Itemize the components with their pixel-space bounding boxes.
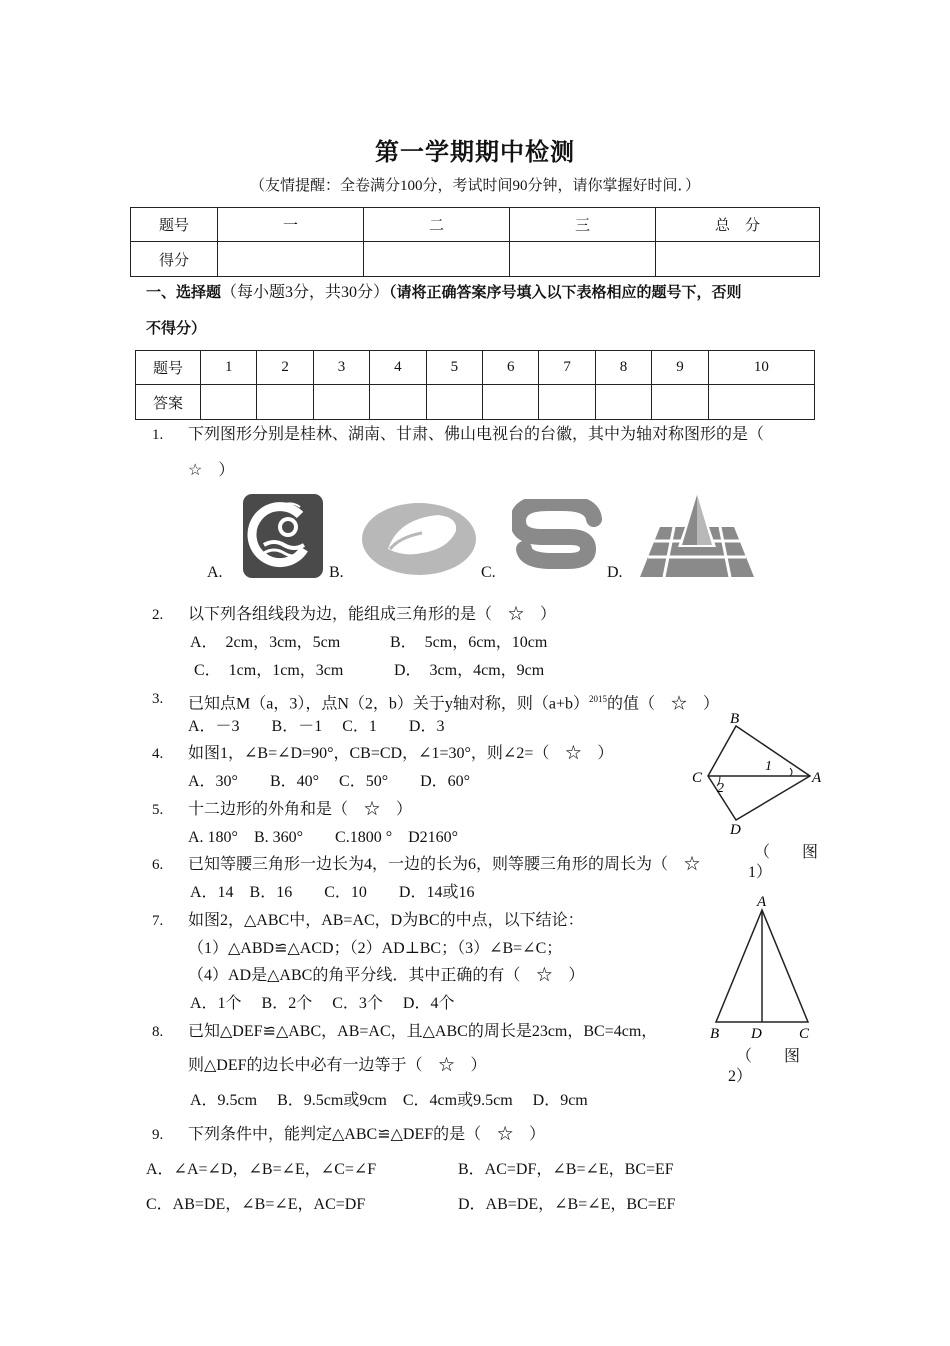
figure2-caption-cont: 2） [728, 1068, 753, 1085]
score-header-cell: 一 [218, 208, 364, 242]
q3-text [188, 689, 719, 714]
q6-options: A．14 B．16 C．10 D．14或16 [190, 884, 475, 901]
q1-number: 1. [152, 427, 164, 443]
figure1-angle2-label: 2 [717, 781, 724, 796]
q1-option-b: B. [329, 564, 344, 581]
guilin-logo-icon [242, 493, 324, 579]
section1-title: 一、选择题 [146, 283, 222, 301]
score-cell[interactable] [218, 242, 364, 277]
foshan-logo-icon [640, 491, 754, 579]
q2-number: 2. [152, 607, 164, 623]
figure2-triangle [700, 888, 820, 1044]
figure1-label-c: C [692, 770, 703, 786]
q8-number: 8. [152, 1024, 164, 1040]
answer-cell[interactable] [708, 385, 814, 420]
answer-cell[interactable] [257, 385, 313, 420]
figure1-caption-cont: 1） [748, 864, 773, 881]
q5-text: 十二边形的外角和是（ ☆ ） [188, 801, 413, 818]
q1-option-a: A. [207, 564, 223, 581]
section1-instruction: （请将正确答案序号填入以下表格相应的题号下，否则 [389, 283, 742, 301]
q3-options: A．－3 B．－1 C．1 D．3 [188, 718, 445, 735]
hunan-logo-icon [360, 497, 478, 579]
q3-text-end: 的值（ ☆ ） [607, 695, 720, 713]
figure1-label-a: A [812, 770, 822, 786]
q1-text-cont: ☆ ） [188, 462, 235, 479]
score-row-label: 得分 [131, 242, 218, 277]
q2-text: 以下列各组线段为边，能组成三角形的是（ ☆ ） [188, 606, 557, 623]
figure2-label-b: B [710, 1026, 720, 1042]
question-number-cell: 3 [313, 351, 369, 385]
q7-text: 如图2，△ABC中，AB=AC，D为BC的中点，以下结论： [188, 912, 584, 929]
question-number-cell: 7 [539, 351, 595, 385]
q8-text: 已知△DEF≌△ABC，AB=AC，且△ABC的周长是23cm，BC=4cm， [188, 1023, 658, 1040]
answer-cell[interactable] [313, 385, 369, 420]
q7-number: 7. [152, 913, 164, 929]
q6-number: 6. [152, 857, 164, 873]
question-number-cell: 9 [652, 351, 708, 385]
q2-option-c: C． 1cm，1cm，3cm [194, 662, 344, 679]
score-table [130, 207, 820, 277]
question-number-cell: 5 [426, 351, 482, 385]
q4-options: A．30° B．40° C．50° D．60° [188, 773, 471, 790]
section1-note: （每小题3分，共30分） [221, 284, 390, 301]
q3-exponent: 2015 [589, 694, 608, 704]
question-number-cell: 8 [595, 351, 651, 385]
answer-row-label: 答案 [136, 385, 201, 420]
q9-option-d: D．AB=DE，∠B=∠E，BC=EF [458, 1196, 676, 1213]
answer-table [135, 350, 815, 420]
figure1-caption: （ 图 [754, 844, 819, 861]
q3-text-main: 已知点M（a，3），点N（2，b）关于y轴对称，则（a+b） [188, 695, 590, 713]
q9-text: 下列条件中，能判定△ABC≌△DEF的是（ ☆ ） [188, 1126, 546, 1143]
q7-statements-2: （4）AD是△ABC的角平分线．其中正确的有（ ☆ ） [188, 967, 585, 984]
q1-text: 下列图形分别是桂林、湖南、甘肃、佛山电视台的台徽，其中为轴对称图形的是（ [188, 426, 765, 443]
page-title: 第一学期期中检测 [375, 138, 575, 166]
q4-text: 如图1，∠B=∠D=90°，CB=CD，∠1=30°，则∠2=（ ☆ ） [188, 745, 614, 762]
q9-number: 9. [152, 1127, 164, 1143]
figure2-label-d: D [751, 1026, 762, 1042]
q4-number: 4. [152, 746, 164, 762]
question-number-cell: 2 [257, 351, 313, 385]
section1-heading [146, 282, 742, 303]
q7-options: A．1个 B．2个 C．3个 D．4个 [190, 995, 455, 1012]
answer-cell[interactable] [483, 385, 539, 420]
answer-cell[interactable] [539, 385, 595, 420]
score-header-cell: 题号 [131, 208, 218, 242]
q2-option-a: A． 2cm，3cm，5cm [190, 634, 341, 651]
figure2-caption: （ 图 [736, 1048, 801, 1065]
score-header-cell: 二 [364, 208, 510, 242]
answer-row-label: 题号 [136, 351, 201, 385]
answer-cell[interactable] [201, 385, 257, 420]
q6-text: 已知等腰三角形一边长为4，一边的长为6，则等腰三角形的周长为（ ☆ [188, 856, 701, 873]
question-number-cell: 1 [201, 351, 257, 385]
q9-option-a: A．∠A=∠D，∠B=∠E，∠C=∠F [146, 1161, 377, 1178]
q9-option-c: C．AB=DE，∠B=∠E，AC=DF [146, 1196, 366, 1213]
section1-instruction-cont: 不得分） [146, 319, 207, 337]
question-number-cell: 6 [483, 351, 539, 385]
q8-options: A．9.5cm B．9.5cm或9cm C．4cm或9.5cm D．9cm [190, 1092, 588, 1109]
q1-option-c: C. [481, 564, 496, 581]
q5-options: A. 180° B. 360° C.1800 ° D2160° [188, 829, 459, 846]
q5-number: 5. [152, 802, 164, 818]
score-cell[interactable] [656, 242, 820, 277]
score-cell[interactable] [510, 242, 656, 277]
figure2-label-c: C [799, 1026, 810, 1042]
figure1-angle1-label: 1 [765, 759, 772, 774]
answer-cell[interactable] [426, 385, 482, 420]
figure1-label-b: B [730, 711, 740, 727]
question-number-cell: 4 [370, 351, 426, 385]
answer-cell[interactable] [370, 385, 426, 420]
figure1-quadrilateral [690, 706, 830, 842]
q2-option-b: B． 5cm，6cm，10cm [390, 634, 548, 651]
score-header-cell: 总 分 [656, 208, 820, 242]
question-number-cell: 10 [708, 351, 814, 385]
q8-text-cont: 则△DEF的边长中必有一边等于（ ☆ ） [188, 1057, 487, 1074]
answer-cell[interactable] [652, 385, 708, 420]
q9-option-b: B．AC=DF，∠B=∠E，BC=EF [458, 1161, 674, 1178]
q3-number: 3. [152, 691, 164, 707]
gansu-logo-icon [512, 499, 604, 577]
q7-statements-1: （1）△ABD≌△ACD；（2）AD⊥BC；（3）∠B=∠C； [188, 940, 563, 957]
figure1-label-d: D [730, 822, 741, 838]
q1-option-d: D. [607, 564, 623, 581]
score-header-cell: 三 [510, 208, 656, 242]
figure2-label-a: A [757, 894, 767, 910]
score-cell[interactable] [364, 242, 510, 277]
exam-tip: （友情提醒：全卷满分100分，考试时间90分钟，请你掌握好时间．） [249, 178, 700, 194]
answer-cell[interactable] [595, 385, 651, 420]
q2-option-d: D． 3cm，4cm，9cm [394, 662, 545, 679]
